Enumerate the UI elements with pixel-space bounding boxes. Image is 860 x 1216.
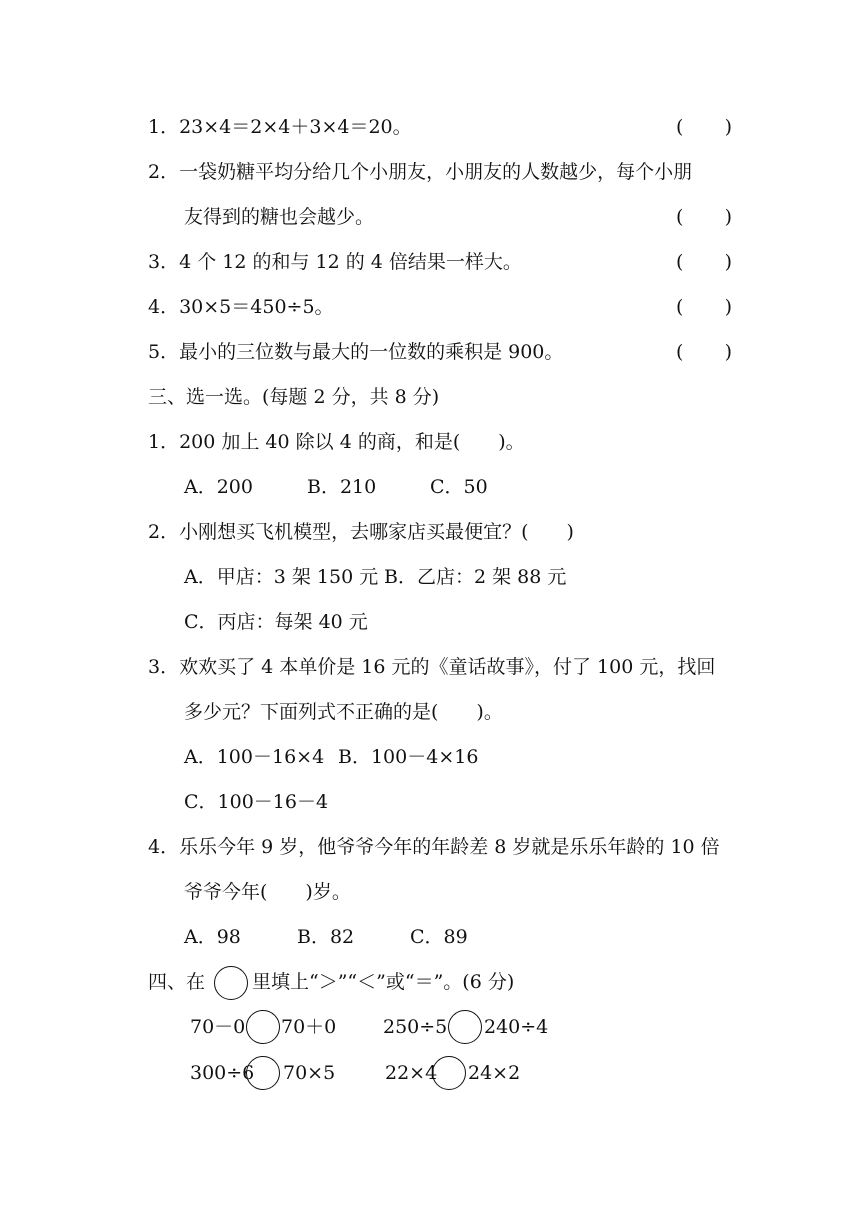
compare-3-left: 300÷6 — [190, 1062, 255, 1084]
compare-1-left: 70－0 — [190, 1016, 246, 1038]
compare-circle-2[interactable] — [448, 1010, 482, 1044]
q1-option-c[interactable]: C．50 — [430, 476, 488, 498]
q3-option-b[interactable]: B．100－4×16 — [338, 746, 479, 768]
judge-item-2-cont: 友得到的糖也会越少。 — [184, 206, 375, 228]
judge-item-3: 3．4 个 12 的和与 12 的 4 倍结果一样大。 — [148, 251, 522, 273]
answer-paren-5[interactable]: ( ) — [676, 341, 732, 363]
q1-option-b[interactable]: B．210 — [307, 476, 377, 498]
compare-circle-1[interactable] — [246, 1010, 280, 1044]
answer-paren-4[interactable]: ( ) — [676, 296, 732, 318]
q4-option-b[interactable]: B．82 — [297, 926, 355, 948]
q2-option-c[interactable]: C．丙店：每架 40 元 — [184, 611, 368, 633]
judge-item-2: 2．一袋奶糖平均分给几个小朋友，小朋友的人数越少，每个小朋 — [148, 161, 693, 183]
compare-circle-3[interactable] — [246, 1056, 280, 1090]
compare-2-right: 240÷4 — [484, 1016, 549, 1038]
judge-item-5: 5．最小的三位数与最大的一位数的乘积是 900。 — [148, 341, 564, 363]
compare-2-left: 250÷5 — [383, 1016, 448, 1038]
question-4-cont: 爷爷今年( )岁。 — [184, 881, 351, 903]
question-3-stem: 3．欢欢买了 4 本单价是 16 元的《童话故事》，付了 100 元，找回 — [148, 656, 716, 678]
compare-3-right: 70×5 — [283, 1062, 336, 1084]
question-2-stem: 2．小刚想买飞机模型，去哪家店买最便宜？( ) — [148, 521, 574, 543]
compare-4-left: 22×4 — [385, 1062, 438, 1084]
compare-heading-pre: 四、在 — [148, 971, 206, 993]
section-heading: 三、选一选。(每题 2 分，共 8 分) — [148, 386, 440, 408]
judge-item-1: 1．23×4＝2×4＋3×4＝20。 — [148, 116, 412, 138]
q3-option-a[interactable]: A．100－16×4 — [184, 746, 325, 768]
compare-heading-post: 里填上“＞”“＜”或“＝”。(6 分) — [252, 971, 515, 993]
answer-paren-2[interactable]: ( ) — [676, 206, 732, 228]
question-3-cont: 多少元？下面列式不正确的是( )。 — [184, 701, 503, 723]
q4-option-c[interactable]: C．89 — [410, 926, 468, 948]
judge-item-4: 4．30×5＝450÷5。 — [148, 296, 334, 318]
question-4-stem: 4．乐乐今年 9 岁，他爷爷今年的年龄差 8 岁就是乐乐年龄的 10 倍 — [148, 836, 720, 858]
compare-4-right: 24×2 — [468, 1062, 521, 1084]
answer-paren-1[interactable]: ( ) — [676, 116, 732, 138]
question-1-stem: 1．200 加上 40 除以 4 的商，和是( )。 — [148, 431, 525, 453]
q2-option-b[interactable]: B．乙店：2 架 88 元 — [384, 566, 567, 588]
q3-option-c[interactable]: C．100－16－4 — [184, 791, 329, 813]
answer-paren-3[interactable]: ( ) — [676, 251, 732, 273]
q1-option-a[interactable]: A．200 — [184, 476, 253, 498]
circle-icon — [214, 966, 248, 1000]
q4-option-a[interactable]: A．98 — [184, 926, 241, 948]
q2-option-a[interactable]: A．甲店：3 架 150 元 — [184, 566, 379, 588]
compare-1-right: 70＋0 — [281, 1016, 337, 1038]
compare-circle-4[interactable] — [432, 1056, 466, 1090]
